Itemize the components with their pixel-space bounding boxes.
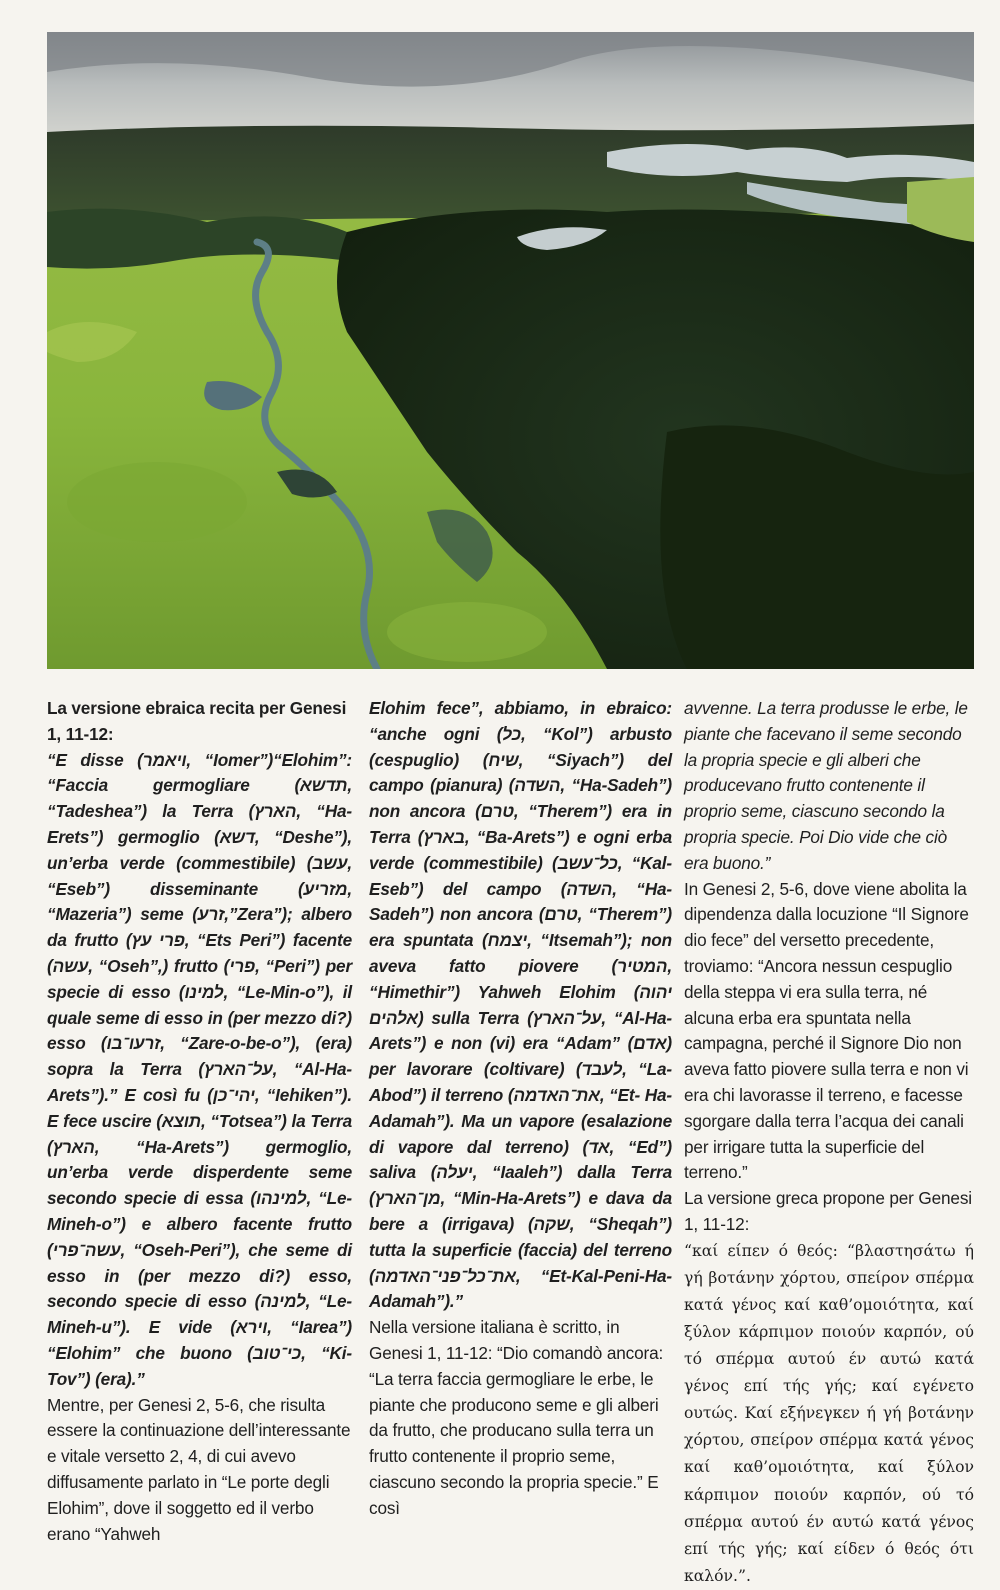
col2-paragraph: Elohim fece”, abbiamo, in ebraico: “anche ogni (כל, “Kol”) arbusto (cespuglio) (שיח, “Siyach”) del campo (pianura) (השדה, “Ha-Sadeh”) non ancora (טרם, “Therem”) era in Terra (בארץ, “Ba-Arets”) e ogni erba verde (commestibile) (כל־עשב, “Kal-Eseb”) del campo (השדה, “Ha-Sadeh”) non ancora (טרם, “Therem”) era spuntata (יצמח, “Itsemah”); non aveva fatto piovere (המטיר, “Himethir”) Yahweh Elohim (יהוה אלהים) sulla Terra (על־הארץ, “Al-Ha-Arets”) e non (vi) era “Adam” (אדם) per lavorare (coltivare) (לעבד, “La-Abod”) il terreno (את־האדמה, “Et- Ha-Adamah”). Ma un vapore (esalazione di vapore dal terreno) (אד, “Ed”) saliva (יעלה, “Iaaleh”) dalla Terra (מן־הארץ, “Min-Ha-Arets”) e dava da bere a (irrigava) (שקה, “Sheqah”) tutta la superficie (faccia) del terreno (את־כל־פני־האדמה, “Et-Kal-Peni-Ha-Adamah”).”	[369, 698, 673, 1312]
aerial-river-photo	[47, 32, 974, 669]
text-column-2	[369, 696, 672, 1522]
col3-paragraph: avvenne. La terra produsse le erbe, le piante che facevano il seme secondo la propria specie e gli alberi che producevano frutto contenente il proprio seme, ciascuno secondo la propria specie. Poi Dio vide che ciò era buono.”	[684, 698, 968, 873]
col1-paragraph: Mentre, per Genesi 2, 5-6, che risulta essere la continuazione dell’interessante e vitale versetto 2, 4, di cui avevo diffusamente parlato in “Le porte degli Elohim”, dove il soggetto ed il verbo erano “Yahweh	[47, 1394, 351, 1544]
col3-paragraph: “καί είπεν ό θεός: “βλαστησάτω ή γή βοτάνην χόρτου, σπείρον σπέρμα κατά γένος καί καθ’ομοιότητα, καί ξύλον κάρπιμον ποιούν καρπόν, ού τό σπέρμα αυτού έν αυτώ κατά γένος επί τής γής; καί εγένετο ουτώς. Καί εξήνεγκεν ή γή βοτάνην χόρτου, σπείρον σπέρμα κατά γένος καί καθ’ομοιότητα, καί ξύλον κάρπιμον ποιούν καρπόν, ού τό σπέρμα αυτού έν αυτώ κατά γένος επί τής γής; καί είδεν ό θεός ότι καλόν.”.	[684, 1241, 974, 1585]
col1-paragraph: “E disse (ויאמר, “Iomer”)“Elohim”: “Faccia germogliare (תדשא, “Tadeshea”) la Terra (הארץ, “Ha-Erets”) germoglio (דשא, “Deshe”), un’erba verde (commestibile) (עשב, “Eseb”) disseminante (מזריע, “Mazeria”) seme (זרע,”Zera”); albero da frutto (פרי עץ, “Ets Peri”) facente (עשה, “Oseh”,) frutto (פרי, “Peri”) per specie di esso (למינו, “Le-Min-o”), il quale seme di esso in (per mezzo di?) esso (זרעו־בו, “Zare-o-be-o”), (era) sopra la Terra (על־הארץ, “Al-Ha-Arets”).” E così fu (יהי־כן, “Iehiken”). E fece uscire (תוצא, “Totsea”) la Terra (הארץ, “Ha-Arets”) germoglio, un’erba verde disperdente seme secondo specie di essa (למינהו, “Le-Mineh-o”) e albero facente frutto (עשה־פרי, “Oseh-Peri”), che seme di esso in (per mezzo di?) esso, secondo specie di esso (למינה, “Le-Mineh-u”). E vide (וירא, “Iarea”) “Elohim” che buono (כי־טוב, “Ki-Tov”) (era).”	[47, 749, 353, 1389]
text-column-3	[684, 696, 974, 1590]
col2-paragraph: Nella versione italiana è scritto, in Genesi 1, 11-12: “Dio comandò ancora: “La terra faccia germogliare le erbe, le piante che producono seme e gli alberi da frutto, che producano sulla terra un frutto contenente il proprio seme, ciascuno secondo la propria specie.” E così	[369, 1317, 664, 1518]
col3-paragraph: La versione greca propone per Genesi 1, 11-12:	[684, 1188, 972, 1234]
col3-paragraph: In Genesi 2, 5-6, dove viene abolita la dipendenza dalla locuzione “Il Signore dio fece” del versetto precedente, troviamo: “Ancora nessun cespuglio della steppa vi era sulla terra, né alcuna erba era spuntata nella campagna, perché il Signore Dio non aveva fatto piovere sulla terra e non vi era chi lavorasse il terreno, e facesse sgorgare dalla terra l’acqua dei canali per irrigare tutta la superficie del terreno.”	[684, 878, 969, 1183]
text-column-1	[47, 696, 352, 1547]
col1-paragraph: La versione ebraica recita per Genesi 1, 11-12:	[47, 698, 347, 744]
